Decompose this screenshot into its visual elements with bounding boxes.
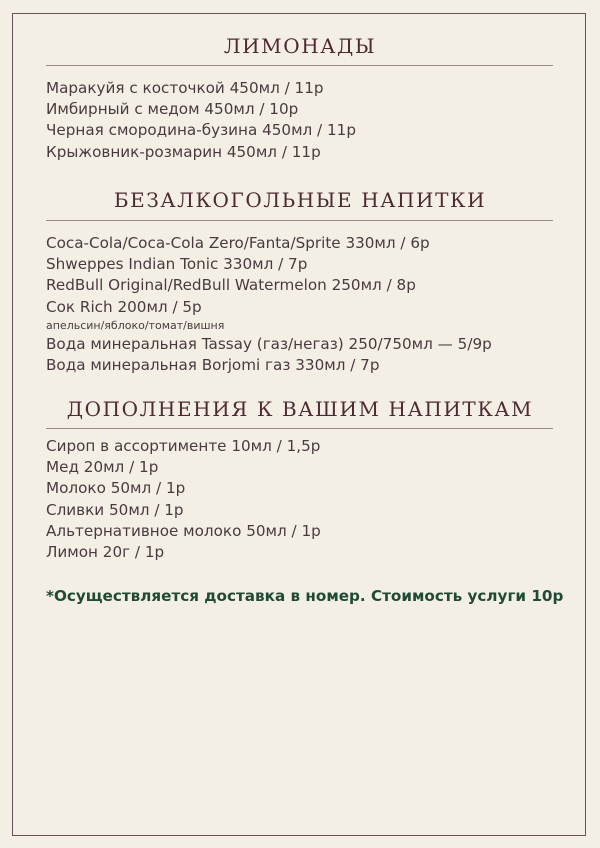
menu-item: Молоко 50мл / 1р (46, 479, 186, 498)
menu-item: Мед 20мл / 1р (46, 458, 159, 477)
menu-item: Сливки 50мл / 1р (46, 500, 184, 519)
additions-list (46, 436, 321, 563)
section-divider-soft-drinks (46, 220, 553, 221)
menu-item: Coca-Cola/Coca-Cola Zero/Fanta/Sprite 330мл / 6р (46, 234, 430, 252)
menu-item-note: апельсин/яблоко/томат/вишня (46, 318, 225, 332)
menu-item: Сироп в ассортименте 10мл / 1,5р (46, 437, 321, 455)
menu-item: Черная смородина-бузина 450мл / 11р (46, 121, 356, 140)
menu-item: Вода минеральная Borjomi газ 330мл / 7р (46, 356, 380, 375)
soft-drinks-list (46, 233, 492, 376)
section-title-lemonades: ЛИМОНАДЫ (223, 34, 377, 58)
section-title-soft-drinks: БЕЗАЛКОГОЛЬНЫЕ НАПИТКИ (113, 188, 487, 212)
menu-item: RedBull Original/RedBull Watermelon 250мл / 8р (46, 276, 416, 295)
lemonades-list (46, 78, 356, 163)
menu-item: Альтернативное молоко 50мл / 1р (46, 521, 321, 540)
menu-item: Сок Rich 200мл / 5р (46, 297, 202, 316)
menu-item: Shweppes Indian Tonic 330мл / 7р (46, 255, 308, 274)
menu-item: Лимон 20г / 1р (46, 543, 165, 562)
menu-item: Крыжовник-розмарин 450мл / 11р (46, 142, 321, 161)
section-divider-additions (46, 428, 553, 429)
menu-item: Имбирный с медом 450мл / 10р (46, 100, 299, 119)
section-divider-lemonades (46, 65, 553, 66)
delivery-note: *Осуществляется доставка в номер. Стоимость услуги 10р (46, 587, 564, 605)
section-title-additions: ДОПОЛНЕНИЯ К ВАШИМ НАПИТКАМ (66, 397, 534, 421)
menu-item: Маракуйя с косточкой 450мл / 11р (46, 79, 324, 97)
menu-item: Вода минеральная Tassay (газ/негаз) 250/750мл — 5/9р (46, 334, 492, 353)
